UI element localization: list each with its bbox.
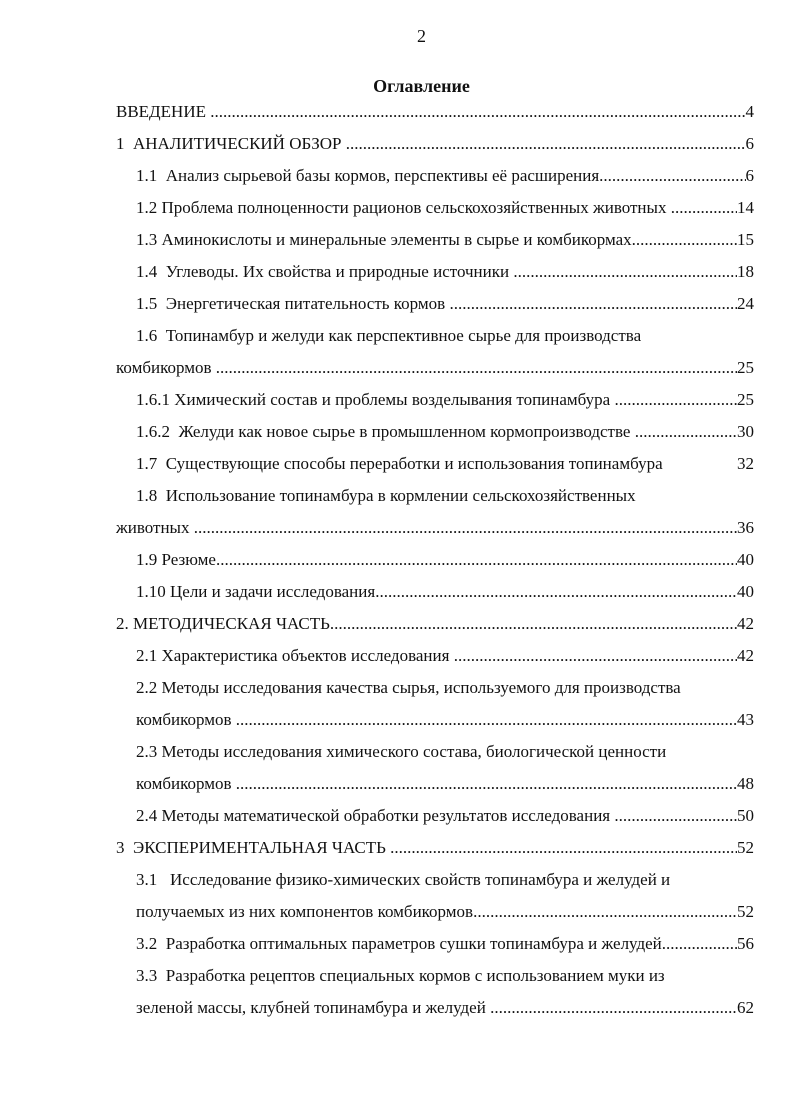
dot-leader [513, 256, 737, 288]
toc-entry-page: 50 [737, 806, 754, 825]
dot-leader [473, 896, 737, 928]
toc-entry-title-line1: 2.3 Методы исследования химического состава, биологической ценности [136, 742, 667, 761]
toc-entry-title: комбикормов [116, 358, 216, 377]
toc-entry-title: 1.1 Анализ сырьевой базы кормов, перспективы её расширения [136, 166, 600, 185]
toc-entry-page: 6 [745, 166, 754, 185]
toc-entry-page: 42 [737, 614, 754, 633]
dot-leader [632, 224, 737, 256]
toc-entry-title-line1: 2.2 Методы исследования качества сырья, используемого для производства [136, 678, 681, 697]
dot-leader [216, 544, 737, 576]
toc-entry-title: 3.2 Разработка оптимальных параметров сушки топинамбура и желудей [136, 934, 662, 953]
toc-entry-2-4[interactable] [116, 800, 754, 832]
toc-entry-title: животных [116, 518, 194, 537]
toc-entry-page: 36 [737, 518, 754, 537]
toc-entry-title: комбикормов [136, 774, 236, 793]
dot-leader [216, 352, 737, 384]
toc-entry-3-2[interactable] [116, 928, 754, 960]
dot-leader [194, 512, 737, 544]
toc-entry-title-line1: 1.8 Использование топинамбура в кормлении сельскохозяйственных [136, 486, 636, 505]
toc-entry-title-line1: 3.1 Исследование физико-химических свойств топинамбура и желудей и [136, 870, 671, 889]
toc-entry-page: 42 [737, 646, 754, 665]
toc-entry-page: 18 [737, 262, 754, 281]
toc-entry-page: 48 [737, 774, 754, 793]
toc-entry-1-3[interactable] [116, 224, 754, 256]
toc-entry-title: 1.5 Энергетическая питательность кормов [136, 294, 450, 313]
toc-entry-title: зеленой массы, клубней топинамбура и желудей [136, 998, 491, 1017]
toc-entry-1-1[interactable] [116, 160, 754, 192]
toc-entry-page: 4 [745, 102, 754, 121]
dot-leader [671, 192, 737, 224]
dot-leader [330, 608, 737, 640]
toc-entry-title: 1.7 Существующие способы переработки и использования топинамбура [136, 454, 663, 473]
toc-entry-title: получаемых из них компонентов комбикормов [136, 902, 474, 921]
toc-entry-2-3[interactable] [116, 736, 754, 800]
toc-entry-introduction[interactable] [116, 96, 754, 128]
toc-entry-title: 2.4 Методы математической обработки результатов исследования [136, 806, 615, 825]
toc-entry-title: ВВЕДЕНИЕ [116, 102, 211, 121]
toc-entry-page: 24 [737, 294, 754, 313]
toc-entry-3-1[interactable] [116, 864, 754, 928]
toc-entry-1-5[interactable] [116, 288, 754, 320]
toc-entry-page: 32 [737, 454, 754, 473]
toc-entry-1-6-2[interactable] [116, 416, 754, 448]
page-number: 2 [417, 26, 426, 46]
dot-leader [599, 160, 745, 192]
toc-entry-title: 2. МЕТОДИЧЕСКАЯ ЧАСТЬ [116, 614, 330, 633]
dot-leader [210, 96, 745, 128]
toc-entry-1-4[interactable] [116, 256, 754, 288]
toc-entry-page: 6 [745, 134, 754, 153]
toc-entry-title: 1.2 Проблема полноценности рационов сельскохозяйственных животных [136, 198, 671, 217]
dot-leader [449, 288, 737, 320]
toc-entry-page: 25 [737, 358, 754, 377]
toc-entry-page: 43 [737, 710, 754, 729]
dot-leader [662, 928, 737, 960]
toc-entry-3[interactable] [116, 832, 754, 864]
toc-entry-1-7[interactable] [116, 448, 754, 480]
toc-entry-page: 56 [737, 934, 754, 953]
toc-entry-2[interactable] [116, 608, 754, 640]
toc-entry-page: 40 [737, 582, 754, 601]
toc-entry-3-3[interactable] [116, 960, 754, 1024]
toc-entry-title-line1: 3.3 Разработка рецептов специальных кормов с использованием муки из [136, 966, 665, 985]
dot-leader [635, 416, 737, 448]
dot-leader [346, 128, 746, 160]
toc-entry-1[interactable] [116, 128, 754, 160]
toc-entry-1-10[interactable] [116, 576, 754, 608]
toc-entry-title-line1: 1.6 Топинамбур и желуди как перспективное сырье для производства [136, 326, 642, 345]
table-of-contents [116, 96, 754, 1024]
dot-leader [614, 384, 737, 416]
toc-title: Оглавление [373, 76, 470, 96]
toc-entry-1-8[interactable] [116, 480, 754, 544]
toc-entry-title: 3 ЭКСПЕРИМЕНТАЛЬНАЯ ЧАСТЬ [116, 838, 391, 857]
toc-entry-title: комбикормов [136, 710, 236, 729]
toc-entry-2-2[interactable] [116, 672, 754, 736]
toc-entry-page: 52 [737, 838, 754, 857]
toc-entry-title: 1.10 Цели и задачи исследования [136, 582, 376, 601]
toc-entry-title: 1.9 Резюме [136, 550, 216, 569]
toc-entry-page: 15 [737, 230, 754, 249]
toc-entry-page: 40 [737, 550, 754, 569]
dot-leader [614, 800, 737, 832]
dot-leader [454, 640, 737, 672]
toc-entry-page: 25 [737, 390, 754, 409]
toc-entry-page: 14 [737, 198, 754, 217]
toc-entry-title: 1.6.2 Желуди как новое сырье в промышленном кормопроизводстве [136, 422, 635, 441]
toc-entry-1-6[interactable] [116, 320, 754, 384]
dot-leader [375, 576, 737, 608]
toc-entry-page: 30 [737, 422, 754, 441]
dot-leader [490, 992, 737, 1024]
dot-leader [236, 704, 737, 736]
toc-entry-page: 62 [737, 998, 754, 1017]
toc-entry-title: 1.4 Углеводы. Их свойства и природные источники [136, 262, 514, 281]
toc-entry-title: 1.6.1 Химический состав и проблемы возделывания топинамбура [136, 390, 615, 409]
toc-entry-page: 52 [737, 902, 754, 921]
toc-entry-title: 2.1 Характеристика объектов исследования [136, 646, 454, 665]
toc-entry-2-1[interactable] [116, 640, 754, 672]
toc-entry-1-9[interactable] [116, 544, 754, 576]
toc-entry-1-2[interactable] [116, 192, 754, 224]
dot-leader [236, 768, 737, 800]
toc-entry-title: 1 АНАЛИТИЧЕСКИЙ ОБЗОР [116, 134, 346, 153]
toc-entry-title: 1.3 Аминокислоты и минеральные элементы в сырье и комбикормах [136, 230, 632, 249]
dot-leader [390, 832, 737, 864]
toc-entry-1-6-1[interactable] [116, 384, 754, 416]
